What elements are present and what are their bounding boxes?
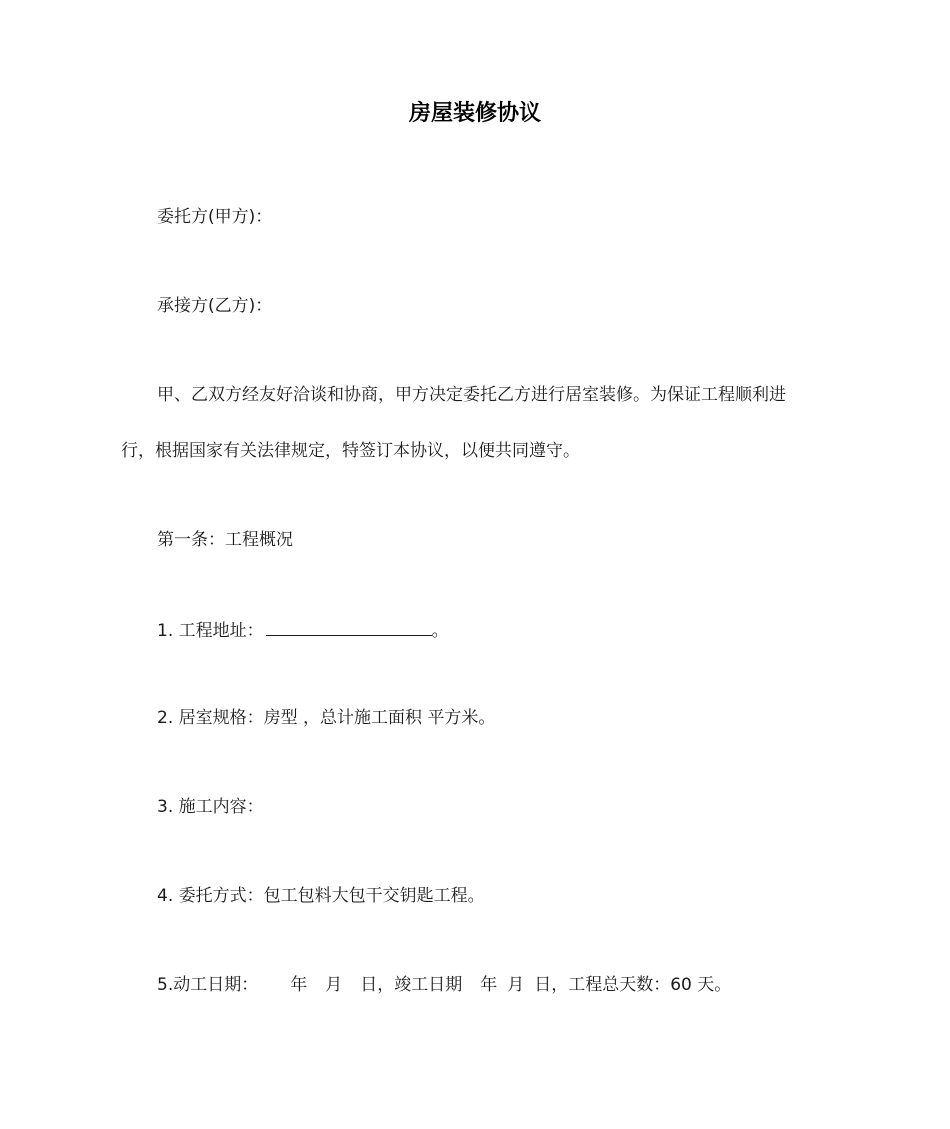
- start-date-label: 5.动工日期：: [157, 975, 259, 995]
- start-day: 日，: [360, 975, 395, 995]
- intro-paragraph-line-1: 甲、乙双方经友好洽谈和协商，甲方决定委托乙方进行居室装修。为保证工程顺利进: [157, 385, 786, 405]
- item-3-construction-content: 3. 施工内容：: [157, 797, 264, 817]
- item-1-suffix: 。: [431, 621, 449, 641]
- item-1-label: 1. 工程地址：: [157, 621, 264, 641]
- item-4-commission-method: 4. 委托方式：包工包料大包干交钥匙工程。: [157, 886, 485, 906]
- item-2-room-spec: 2. 居室规格：房型 ，总计施工面积 平方米。: [157, 708, 496, 728]
- start-month: 月: [325, 975, 343, 995]
- party-a-line: 委托方(甲方)：: [157, 207, 273, 227]
- finish-year: 年: [480, 975, 498, 995]
- finish-month: 月: [507, 975, 525, 995]
- article-1-heading: 第一条：工程概况: [157, 530, 293, 550]
- address-blank-line[interactable]: [266, 617, 432, 636]
- item-1-address: [157, 617, 449, 643]
- document-title: 房屋装修协议: [408, 101, 541, 126]
- item-5-dates: [157, 973, 731, 997]
- intro-paragraph-line-2: 行，根据国家有关法律规定，特签订本协议，以便共同遵守。: [121, 441, 580, 461]
- start-year: 年: [290, 975, 308, 995]
- finish-day: 日，: [534, 975, 569, 995]
- party-b-line: 承接方(乙方)：: [157, 296, 273, 316]
- total-days: 工程总天数：60 天。: [568, 975, 732, 995]
- finish-date-label: 竣工日期: [394, 975, 463, 995]
